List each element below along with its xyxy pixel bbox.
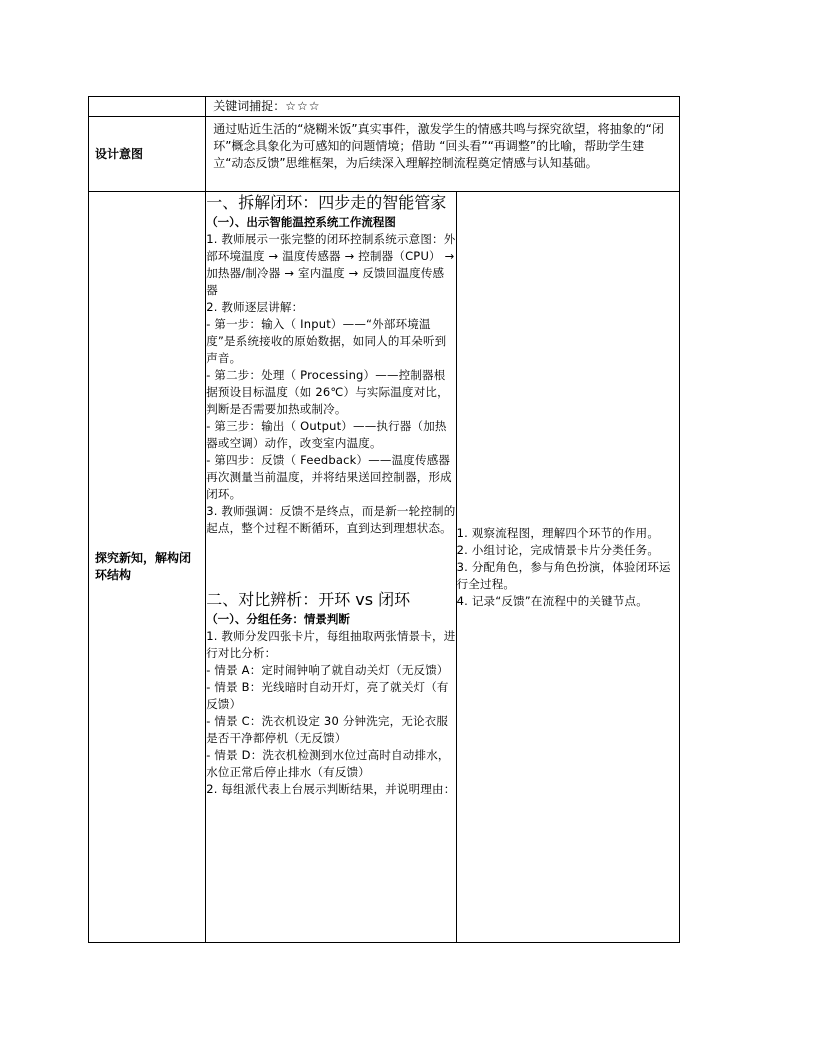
section1-line: - 第二步：处理（ Processing）——控制器根据预设目标温度（如 26℃）与实际温度对比，判断是否需要加热或制冷。: [206, 368, 449, 416]
section2-line: - 情景 C：洗衣机设定 30 分钟洗完，无论衣服是否干净都停机（无反馈）: [206, 714, 449, 745]
student-activity-item: 4. 记录“反馈”在流程中的关键节点。: [456, 593, 648, 608]
keywords-row: [89, 97, 680, 117]
section1-line: - 第三步：输出（ Output）——执行器（加热器或空调）动作，改变室内温度。: [206, 419, 447, 450]
section2-line: 2. 每组派代表上台展示判断结果，并说明理由：: [206, 782, 456, 796]
section1-line: 1. 教师展示一张完整的闭环控制系统示意图：外部环境温度 → 温度传感器 → 控制器（CPU） → 加热器/制冷器 → 室内温度 → 反馈回温度传感器: [206, 232, 456, 297]
design-intent-text: 通过贴近生活的“烧糊米饭”真实事件，激发学生的情感共鸣与探究欲望，将抽象的“闭环”概念具象化为可感知的问题情境；借助 “回头看”“再调整”的比喻，帮助学生建立“动态反馈”思维框架，为后续深入理解控制流程奠定情感与认知基础。: [213, 122, 664, 170]
section2-line: - 情景 B：光线暗时自动开灯，亮了就关灯（有反馈）: [206, 680, 449, 711]
section1-title: 一、拆解闭环：四步走的智能管家: [206, 193, 447, 212]
section2-subtitle: （一）、分组任务：情景判断: [206, 612, 350, 626]
explore-row: [89, 192, 680, 943]
design-intent-label: 设计意图: [89, 117, 206, 192]
lesson-plan-table: [88, 96, 680, 943]
section2-line: - 情景 D：洗衣机检测到水位过高时自动排水，水位正常后停止排水（有反馈）: [206, 748, 450, 779]
section1-subtitle: （一）、出示智能温控系统工作流程图: [206, 215, 396, 229]
design-intent-cell: [206, 117, 680, 192]
section2-title: 二、对比辨析：开环 vs 闭环: [206, 590, 411, 609]
design-intent-row: [89, 117, 680, 192]
student-activity-item: 2. 小组讨论，完成情景卡片分类任务。: [456, 542, 660, 557]
student-activity-cell: [456, 192, 679, 943]
section2-line: - 情景 A：定时闹钟响了就自动关灯（无反馈）: [206, 663, 449, 677]
student-activity-item: 3. 分配角色，参与角色扮演，体验闭环运行全过程。: [456, 559, 671, 591]
section1-line: 3. 教师强调：反馈不是终点，而是新一轮控制的起点，整个过程不断循环，直到达到理想状态。: [206, 504, 456, 535]
keywords-cell: [206, 97, 680, 117]
student-activity-item: 1. 观察流程图，理解四个环节的作用。: [456, 525, 660, 540]
explore-label: 探究新知，解构闭环结构: [89, 192, 206, 943]
section1-line: 2. 教师逐层讲解：: [206, 300, 304, 314]
keywords-label-cell: [89, 97, 206, 117]
section1-line: - 第一步：输入（ Input）——“外部环境温度”是系统接收的原始数据，如同人的耳朵听到声音。: [206, 317, 447, 365]
section-spacer: [206, 537, 455, 589]
keywords-label: 关键词捕捉：: [213, 99, 286, 113]
section2-line: 1. 教师分发四张卡片，每组抽取两张情景卡，进行对比分析：: [206, 629, 456, 660]
teacher-activity-cell: [206, 192, 456, 943]
star-rating: ☆☆☆: [285, 99, 321, 113]
section1-line: - 第四步：反馈（ Feedback）——温度传感器再次测量当前温度，并将结果送回控制器，形成闭环。: [206, 453, 452, 501]
